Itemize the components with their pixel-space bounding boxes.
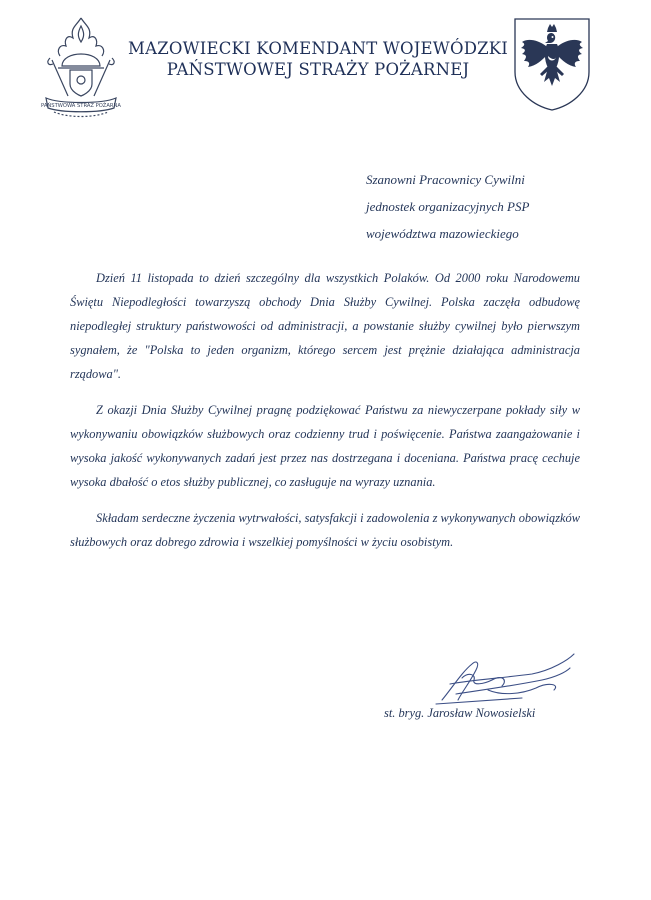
signatory-name: st. bryg. Jarosław Nowosielski: [384, 706, 536, 720]
letterhead-line-2: PAŃSTWOWEJ STRAŻY POŻARNEJ: [166, 60, 470, 79]
recipient-line-3: województwa mazowieckiego: [366, 226, 519, 241]
letterhead-line-1: MAZOWIECKI KOMENDANT WOJEWÓDZKI: [128, 39, 509, 58]
letterhead: [128, 38, 508, 80]
handwritten-signature: [432, 650, 582, 712]
paragraph: Składam serdeczne życzenia wytrwałości, satysfakcji i zadowolenia z wykonywanych obowiązków służbowych oraz dobrego zdrowia i wszelkiej pomyślności w życiu osobistym.: [70, 511, 580, 549]
paragraph: Dzień 11 listopada to dzień szczególny dla wszystkich Polaków. Od 2000 roku Narodowemu Świętu Niepodległości towarzyszą obchody Dnia Służby Cywilnej. Polska zaczęła odbudowę niepodległej struktury państwowości od administracji, a powstanie służby cywilnej było pierwszym sygnałem, że "Polska to jeden organizm, którego sercem jest prężnie działająca administracja rządowa".: [70, 271, 580, 381]
emblem-banner-text: PAŃSTWOWA STRAŻ POŻARNA: [41, 103, 121, 109]
recipient-block: [366, 166, 596, 247]
fire-service-emblem-icon: [40, 14, 122, 118]
recipient-line-1: Szanowni Pracownicy Cywilni: [366, 172, 525, 187]
white-eagle-coat-of-arms-icon: [512, 16, 592, 112]
letter-body: [70, 266, 580, 566]
paragraph: Z okazji Dnia Służby Cywilnej pragnę podziękować Państwu za niewyczerpane pokłady siły w wykonywaniu obowiązków służbowych oraz codzienny trud i poświęcenie. Państwa zaangażowanie i wysoka jakość wykonywanych zadań jest przez nas dostrzegana i doceniana. Państwa pracę cechuje wysoka dbałość o etos służby publicznej, co zasługuje na wyrazy uznania.: [70, 403, 580, 489]
recipient-line-2: jednostek organizacyjnych PSP: [366, 199, 530, 214]
